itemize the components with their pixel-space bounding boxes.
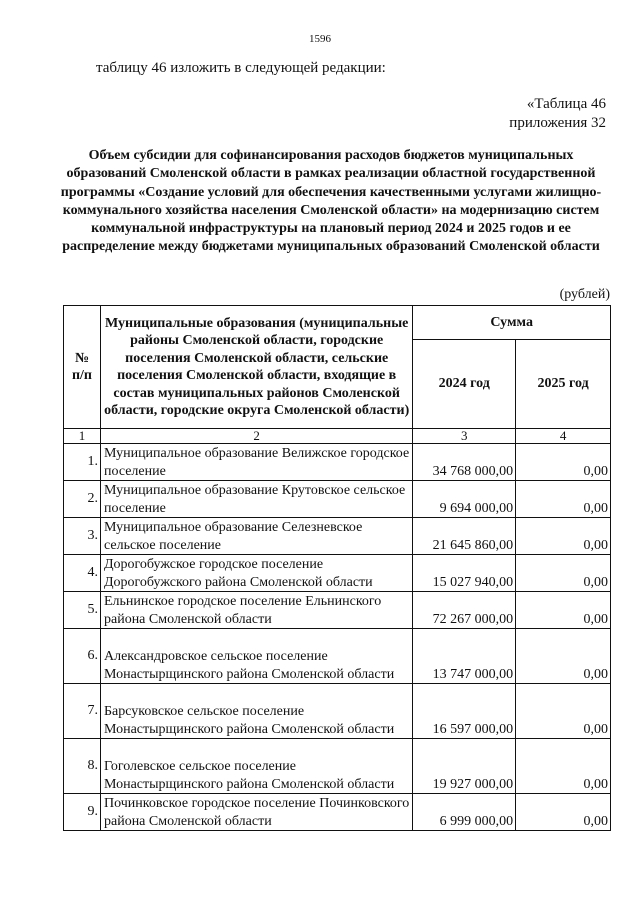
amount-2024: 9 694 000,00 [413, 481, 516, 518]
header-sum: Сумма [413, 306, 611, 340]
municipality-name: Муниципальное образование Крутовское сельское поселение [100, 481, 412, 518]
header-num: № п/п [64, 306, 101, 429]
table-row [64, 794, 611, 831]
amount-2024: 21 645 860,00 [413, 518, 516, 555]
column-number: 1 [64, 429, 101, 444]
municipality-name: Муниципальное образование Велижское городское поселение [100, 444, 412, 481]
amount-2024: 19 927 000,00 [413, 739, 516, 794]
subsidy-table [63, 305, 611, 831]
table-row [64, 555, 611, 592]
row-number: 2. [64, 481, 101, 518]
amount-2025: 0,00 [516, 739, 611, 794]
intro-text: таблицу 46 изложить в следующей редакции: [96, 60, 386, 76]
amount-2025: 0,00 [516, 592, 611, 629]
table-row [64, 629, 611, 684]
column-number: 4 [516, 429, 611, 444]
table-reference [509, 95, 606, 133]
amount-2024: 13 747 000,00 [413, 629, 516, 684]
row-number: 3. [64, 518, 101, 555]
municipality-name: Александровское сельское поселение Монастырщинского района Смоленской области [100, 629, 412, 684]
municipality-name: Муниципальное образование Селезневское сельское поселение [100, 518, 412, 555]
header-row-1 [64, 306, 611, 340]
table-row [64, 684, 611, 739]
table-row [64, 481, 611, 518]
document-title: Объем субсидии для софинансирования расходов бюджетов муниципальных образований Смоленской области в рамках реализации областной государственной программы «Создание условий для обеспечения качественными услугами жилищно-коммунального хозяйства населения Смоленской области» на модернизацию систем коммунальной инфраструктуры на плановый период 2024 и 2025 годов и ее распределение между бюджетами муниципальных образований Смоленской области [60, 148, 602, 255]
units-label: (рублей) [559, 287, 610, 302]
header-2025: 2025 год [516, 340, 611, 429]
row-number: 4. [64, 555, 101, 592]
amount-2024: 16 597 000,00 [413, 684, 516, 739]
amount-2025: 0,00 [516, 444, 611, 481]
row-number: 8. [64, 739, 101, 794]
row-number: 1. [64, 444, 101, 481]
amount-2025: 0,00 [516, 555, 611, 592]
table-row [64, 518, 611, 555]
municipality-name: Барсуковское сельское поселение Монастырщинского района Смоленской области [100, 684, 412, 739]
header-2024: 2024 год [413, 340, 516, 429]
municipality-name: Ельнинское городское поселение Ельнинского района Смоленской области [100, 592, 412, 629]
amount-2025: 0,00 [516, 629, 611, 684]
amount-2025: 0,00 [516, 794, 611, 831]
amount-2024: 34 768 000,00 [413, 444, 516, 481]
column-number: 2 [100, 429, 412, 444]
row-number: 5. [64, 592, 101, 629]
municipality-name: Дорогобужское городское поселение Дорогобужского района Смоленской области [100, 555, 412, 592]
amount-2024: 72 267 000,00 [413, 592, 516, 629]
column-number-row [64, 429, 611, 444]
table-row [64, 739, 611, 794]
table-row [64, 592, 611, 629]
amount-2024: 15 027 940,00 [413, 555, 516, 592]
page-number: 1596 [309, 33, 331, 45]
column-number: 3 [413, 429, 516, 444]
row-number: 7. [64, 684, 101, 739]
amount-2025: 0,00 [516, 518, 611, 555]
table-ref-line-2: приложения 32 [509, 115, 606, 131]
table-ref-line-1: «Таблица 46 [526, 96, 606, 112]
municipality-name: Гоголевское сельское поселение Монастырщинского района Смоленской области [100, 739, 412, 794]
municipality-name: Починковское городское поселение Починковского района Смоленской области [100, 794, 412, 831]
header-municipality: Муниципальные образования (муниципальные районы Смоленской области, городские поселения Смоленской области, сельские поселения Смоленской области, входящие в состав муниципальных районов Смоленской области, городские округа Смоленской области) [100, 306, 412, 429]
amount-2025: 0,00 [516, 684, 611, 739]
amount-2024: 6 999 000,00 [413, 794, 516, 831]
row-number: 6. [64, 629, 101, 684]
table-row [64, 444, 611, 481]
amount-2025: 0,00 [516, 481, 611, 518]
row-number: 9. [64, 794, 101, 831]
